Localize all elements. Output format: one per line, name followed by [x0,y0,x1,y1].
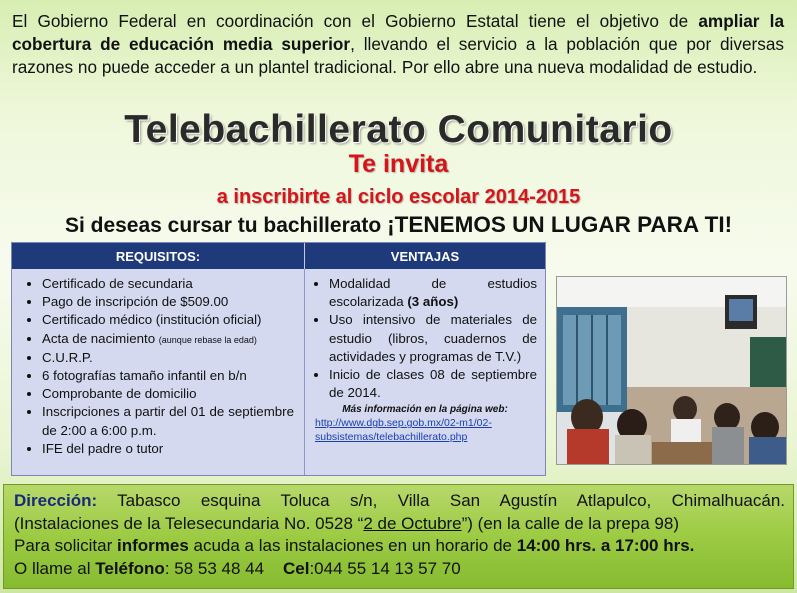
list-item: • Certificado de secundaria [42,275,304,293]
list-item: • 6 fotografías tamaño infantil en b/n [42,367,304,385]
list-item: • Inscripciones a partir del 01 de septiembre de 2:00 a 6:00 p.m. [42,403,304,439]
requisitos-column [12,269,305,475]
classroom-photo [556,276,787,465]
slogan [0,212,797,238]
informes-bold: informes [116,536,189,555]
list-item: • Inicio de clases 08 de septiembre de 2014. [329,366,537,402]
requirements-table [11,242,546,476]
intro-bold: ampliar la cobertura de educación media superior [12,11,784,54]
informes-line [14,535,785,558]
list-item: • Pago de inscripción de $509.00 [42,293,304,311]
phone-line [14,558,785,581]
telefono-number: : 58 53 48 44 [164,558,283,578]
llame-text: O llame al [14,558,96,578]
informes-mid: acuda a las instalaciones en un horario de [188,536,517,555]
table-body [12,269,545,475]
ventaja-1-bold: (3 años) [407,294,459,310]
website-link[interactable]: http://www.dgb.sep.gob.mx/02-m1/02-subsistemas/telebachillerato.php [315,417,492,444]
intro-text-2: , llevando el servicio a la población que por diversas razones no puede acceder a un plantel tradicional. Por ello abre una nueva modalidad de estudio. [12,34,785,77]
requisitos-header: REQUISITOS: [12,243,305,269]
acta-note: (aunque rebase la edad) [158,334,257,345]
intro-text-1: El Gobierno Federal en coordinación con el Gobierno Estatal tiene el objetivo de [12,11,699,31]
direccion-label: Dirección: [14,491,98,510]
list-item: • C.U.R.P. [42,349,304,367]
acta-label: Acta de nacimiento [42,330,156,346]
direccion-text: Tabasco esquina Toluca s/n, Villa San Agustín Atlapulco, Chimalhuacán. [97,491,785,510]
list-item: • Uso intensivo de materiales de estudio (libros, cuadernos de actividades y programas de T.V.) [329,311,537,366]
page-title: Telebachillerato Comunitario [124,108,673,151]
list-item: • Certificado médico (institución oficial) [42,311,304,329]
cel-number: :044 55 14 13 57 70 [309,558,461,578]
installations-pre: (Instalaciones de la Telesecundaria No. 0528 “ [14,513,364,533]
ventajas-list [305,275,545,402]
invite-text: Te invita [348,150,449,178]
cel-label: Cel [282,558,310,578]
list-item [329,275,537,311]
installations-line [14,513,785,536]
requisitos-list [12,275,304,458]
slogan-part-2: ¡TENEMOS UN LUGAR PARA TI! [387,212,733,237]
address-line [14,490,785,513]
installations-name: 2 de Octubre [363,513,462,533]
list-item: • Comprobante de domicilio [42,385,304,403]
ventaja-1: Modalidad de estudios escolarizada [329,276,537,310]
ventajas-header: VENTAJAS [305,243,545,269]
telefono-label: Teléfono [95,558,165,578]
table-header [12,243,545,269]
ventajas-column [305,269,545,475]
intro-paragraph [12,10,784,79]
more-info-label: Más información en la página web: [342,404,508,416]
installations-post: ”) (en la calle de la prepa 98) [461,513,679,533]
informes-pre: Para solicitar [14,536,117,555]
list-item [42,330,304,349]
informes-hours: 14:00 hrs. a 17:00 hrs. [516,536,695,555]
list-item: • IFE del padre o tutor [42,440,304,458]
classroom-photo-illustration [557,277,786,464]
school-cycle-text: a inscribirte al ciclo escolar 2014-2015 [216,186,581,208]
slogan-part-1: Si deseas cursar tu bachillerato [64,214,388,237]
contact-info-box [3,484,794,589]
